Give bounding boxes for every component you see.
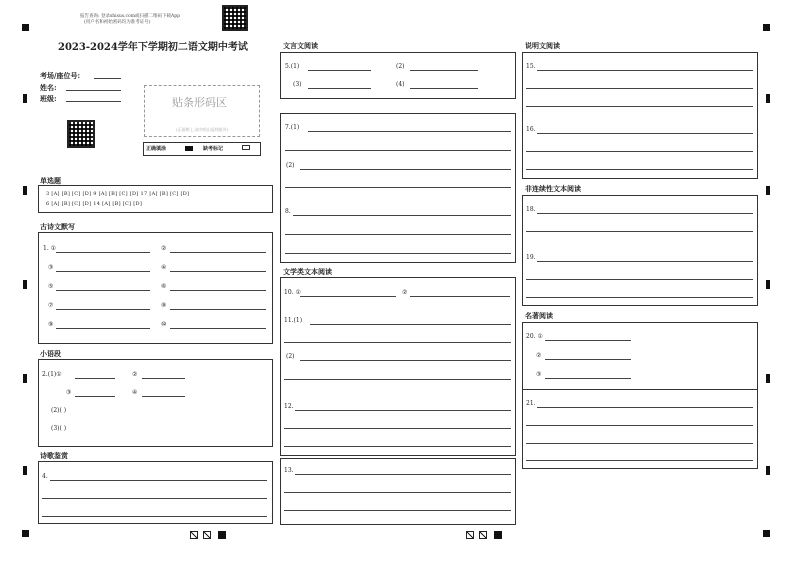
corner-mark-tl [22, 24, 29, 31]
para-q1c: ③ [66, 389, 72, 396]
absent-checkbox[interactable] [242, 145, 250, 150]
para-section-title: 小语段 [40, 350, 61, 358]
answer-line[interactable] [56, 309, 150, 310]
q7-8-box [280, 113, 516, 263]
poem-item: ③ [48, 264, 54, 271]
para-q1b: ② [132, 371, 138, 378]
answer-line[interactable] [284, 492, 511, 493]
answer-line[interactable] [170, 252, 266, 253]
barcode-hint: (正面朝上,请勿贴出虚线框外) [176, 127, 229, 132]
page-mark-solid [494, 531, 502, 539]
answer-line[interactable] [56, 290, 150, 291]
app-qr-code[interactable] [222, 5, 248, 31]
answer-line[interactable] [42, 498, 267, 499]
q16: 16. [526, 126, 536, 133]
answer-line[interactable] [308, 131, 511, 132]
classical-section-title: 文言文阅读 [283, 42, 318, 50]
answer-line[interactable] [410, 70, 478, 71]
page-mark-cross [466, 531, 474, 539]
answer-line[interactable] [310, 324, 511, 325]
class-label: 班级: [40, 94, 57, 103]
report-notice: 报告查询: 登录shisus.com或扫描二维码下载App [80, 14, 181, 19]
poem-section-title: 古诗文默写 [40, 223, 75, 231]
answer-line[interactable] [170, 290, 266, 291]
exam-seat-field[interactable] [94, 78, 121, 79]
q20c: ③ [536, 371, 542, 378]
answer-line[interactable] [526, 88, 753, 89]
answer-line[interactable] [295, 474, 511, 475]
poem-item: ⑩ [161, 321, 167, 328]
answer-line[interactable] [545, 378, 631, 379]
noncont-box [522, 195, 758, 306]
divider [522, 389, 758, 390]
poem-item: ④ [161, 264, 167, 271]
answer-line[interactable] [142, 396, 185, 397]
name-label: 姓名: [40, 83, 57, 92]
correct-fill-sample [185, 146, 193, 151]
answer-line[interactable] [56, 328, 150, 329]
poem-item: ⑧ [161, 302, 167, 309]
answer-line[interactable] [284, 446, 511, 447]
answer-line[interactable] [308, 70, 371, 71]
page-mark-cross [479, 531, 487, 539]
timing-mark [23, 374, 27, 383]
answer-line[interactable] [285, 253, 511, 254]
timing-mark [23, 94, 27, 103]
q7-2: (2) [286, 162, 295, 169]
poem-item: ⑦ [48, 302, 54, 309]
q21: 21. [526, 400, 536, 407]
answer-line[interactable] [284, 342, 511, 343]
poem-item: 1. ① [43, 245, 57, 252]
exam-title: 2023-2024学年下学期初二语文期中考试 [58, 42, 248, 53]
poem-item: ② [161, 245, 167, 252]
q20: 20. ① [526, 333, 543, 340]
answer-line[interactable] [284, 428, 511, 429]
q7-1: 7.(1) [285, 124, 300, 131]
answer-line[interactable] [285, 187, 511, 188]
timing-mark [766, 374, 770, 383]
exam-seat-label: 考场/座位号: [40, 71, 81, 80]
answer-line[interactable] [526, 297, 753, 298]
answer-line[interactable] [410, 296, 510, 297]
answer-line[interactable] [526, 231, 753, 232]
poem-item: ⑥ [161, 283, 167, 290]
answer-line[interactable] [537, 213, 753, 214]
password-notice: (用户名和初始密码均为准考证号) [84, 20, 151, 25]
mcq-section-title: 单选题 [40, 177, 61, 185]
q5-2: (2) [396, 63, 405, 70]
answer-line[interactable] [526, 425, 753, 426]
answer-line[interactable] [295, 410, 511, 411]
mcq-box [38, 185, 273, 213]
q18: 18. [526, 206, 536, 213]
page-mark-cross [203, 531, 211, 539]
q11-1: 11.(1) [284, 317, 303, 324]
timing-mark [23, 280, 27, 289]
student-qr-code [67, 120, 95, 148]
q10: 10. ① [284, 289, 301, 296]
answer-line[interactable] [526, 279, 753, 280]
para-q1: 2.(1)① [42, 371, 62, 378]
answer-line[interactable] [537, 261, 753, 262]
lit-section-title: 文学类文本阅读 [283, 268, 332, 276]
timing-mark [766, 280, 770, 289]
corner-mark-tr [763, 24, 770, 31]
answer-line[interactable] [284, 379, 511, 380]
poem-item: ⑨ [48, 321, 54, 328]
para-q1d: ④ [132, 389, 138, 396]
mcq-row[interactable]: 6 [A] [B] [C] [D] 14 [A] [B] [C] [D] [46, 201, 143, 207]
q15: 15. [526, 63, 536, 70]
classic-box [522, 322, 758, 469]
answer-line[interactable] [170, 309, 266, 310]
classic-section-title: 名著阅读 [525, 312, 553, 320]
answer-line[interactable] [308, 88, 371, 89]
noncont-section-title: 非连续性文本阅读 [525, 185, 581, 193]
page-mark-cross [190, 531, 198, 539]
answer-line[interactable] [526, 106, 753, 107]
timing-mark [766, 186, 770, 195]
q5-3: (3) [293, 81, 302, 88]
q12: 12. [284, 403, 294, 410]
answer-line[interactable] [300, 360, 511, 361]
expo-section-title: 说明文阅读 [525, 42, 560, 50]
answer-line[interactable] [75, 396, 115, 397]
expo-box [522, 52, 758, 179]
answer-line[interactable] [285, 150, 511, 151]
answer-line[interactable] [545, 359, 631, 360]
page-mark-solid [218, 531, 226, 539]
corner-mark-bl [22, 530, 29, 537]
answer-line[interactable] [537, 133, 753, 134]
q8: 8. [285, 208, 291, 215]
answer-line[interactable] [42, 516, 267, 517]
absent-label: 缺考标记 [203, 146, 224, 152]
class-field[interactable] [66, 101, 121, 102]
timing-mark [766, 466, 770, 475]
answer-line[interactable] [75, 378, 115, 379]
correct-fill-label: 正确填涂 [146, 146, 167, 152]
answer-line[interactable] [410, 88, 478, 89]
answer-line[interactable] [537, 407, 753, 408]
para-box [38, 359, 273, 447]
answer-line[interactable] [300, 169, 511, 170]
mcq-row[interactable]: 3 [A] [B] [C] [D] 9 [A] [B] [C] [D] 17 [A] [B] [C] [D] [46, 191, 190, 197]
answer-line[interactable] [526, 443, 753, 444]
answer-line[interactable] [170, 328, 266, 329]
answer-line[interactable] [526, 460, 753, 461]
lit-box [280, 277, 516, 456]
q11-2: (2) [286, 353, 295, 360]
para-q3[interactable]: (3)( ) [51, 425, 67, 432]
answer-line[interactable] [142, 378, 185, 379]
answer-line[interactable] [170, 271, 266, 272]
q19: 19. [526, 254, 536, 261]
timing-mark [23, 466, 27, 475]
answer-line[interactable] [285, 234, 511, 235]
answer-line[interactable] [56, 271, 150, 272]
answer-line[interactable] [537, 70, 753, 71]
poetry-q4: 4. [42, 473, 48, 480]
q20b: ② [536, 352, 542, 359]
q10b: ② [402, 289, 408, 296]
q13: 13. [284, 467, 294, 474]
timing-mark [766, 94, 770, 103]
poetry-box [38, 461, 273, 524]
answer-line[interactable] [50, 480, 267, 481]
poetry-section-title: 诗歌鉴赏 [40, 452, 68, 460]
answer-line[interactable] [284, 510, 511, 511]
timing-mark [23, 186, 27, 195]
answer-line[interactable] [545, 340, 631, 341]
answer-line[interactable] [526, 169, 753, 170]
answer-line[interactable] [526, 151, 753, 152]
name-field[interactable] [66, 90, 121, 91]
q5-4: (4) [396, 81, 405, 88]
barcode-label: 贴条形码区 [172, 96, 227, 109]
q5-box [280, 52, 516, 99]
answer-line[interactable] [293, 215, 511, 216]
answer-line[interactable] [56, 252, 150, 253]
para-q2[interactable]: (2)( ) [51, 407, 67, 414]
poem-item: ⑤ [48, 283, 54, 290]
answer-line[interactable] [300, 296, 396, 297]
corner-mark-br [763, 530, 770, 537]
q5-1: 5.(1) [285, 63, 300, 70]
